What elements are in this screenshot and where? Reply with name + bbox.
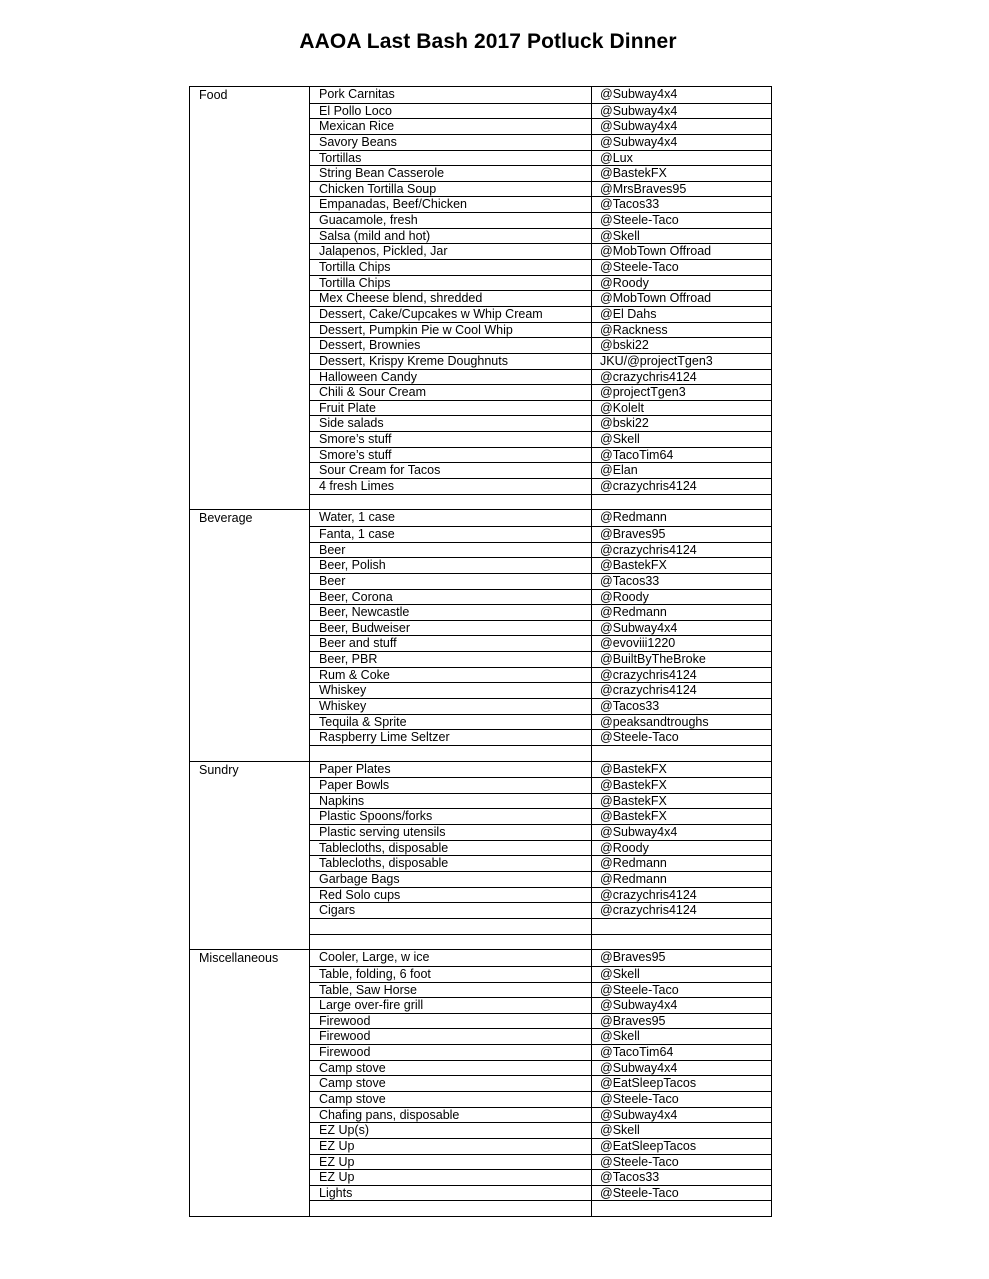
item-cell: EZ Up(s) (310, 1123, 592, 1138)
item-cell: Beer (310, 543, 592, 558)
table-row (310, 150, 771, 166)
table-row (310, 887, 771, 903)
table-row (310, 1185, 771, 1201)
contributor-cell: @crazychris4124 (600, 479, 697, 494)
table-row (310, 698, 771, 714)
table-row (310, 181, 771, 197)
item-cell: Plastic Spoons/forks (310, 809, 592, 824)
contributor-cell: @Redmann (600, 605, 667, 620)
item-cell: Plastic serving utensils (310, 825, 592, 840)
table-row (310, 729, 771, 745)
table-row (310, 275, 771, 291)
item-cell: Beer, PBR (310, 652, 592, 667)
table-row (310, 604, 771, 620)
contributor-cell: @BastekFX (600, 558, 667, 573)
contributor-cell: @Subway4x4 (600, 825, 678, 840)
table-row (310, 934, 771, 950)
section-miscellaneous (189, 949, 772, 1217)
table-row (310, 1200, 771, 1216)
contributor-cell: @EatSleepTacos (600, 1076, 697, 1091)
item-cell: Empanadas, Beef/Chicken (310, 197, 592, 212)
contributor-cell: @Subway4x4 (600, 1107, 678, 1122)
table-row (310, 1028, 771, 1044)
contributor-cell: @bski22 (600, 416, 649, 431)
contributor-cell: @Kolelt (600, 400, 644, 415)
contributor-cell: @BastekFX (600, 793, 667, 808)
contributor-cell: @BastekFX (600, 166, 667, 181)
contributor-cell: @MobTown Offroad (600, 291, 712, 306)
table-row (310, 337, 771, 353)
item-cell: Firewood (310, 1014, 592, 1029)
item-cell: EZ Up (310, 1170, 592, 1185)
item-cell: Beer, Corona (310, 590, 592, 605)
contributor-cell: @crazychris4124 (600, 667, 697, 682)
item-cell: Mexican Rice (310, 119, 592, 134)
section-rows (310, 510, 771, 760)
table-row (310, 997, 771, 1013)
section-rows (310, 950, 771, 1216)
contributor-cell: @crazychris4124 (600, 542, 697, 557)
table-row (310, 212, 771, 228)
table-row (310, 824, 771, 840)
item-cell: Cooler, Large, w ice (310, 950, 592, 966)
table-row (310, 745, 771, 761)
contributor-cell: @Roody (600, 275, 649, 290)
item-cell: Tablecloths, disposable (310, 841, 592, 856)
table-row (310, 1044, 771, 1060)
table-row (310, 228, 771, 244)
item-cell: Table, folding, 6 foot (310, 967, 592, 982)
item-cell: Chili & Sour Cream (310, 385, 592, 400)
item-cell: Camp stove (310, 1076, 592, 1091)
table-row (310, 510, 771, 526)
table-row (310, 415, 771, 431)
table-row (310, 714, 771, 730)
contributor-cell: @Tacos33 (600, 573, 660, 588)
item-cell: Fanta, 1 case (310, 527, 592, 542)
item-cell (310, 919, 592, 934)
table-row (310, 777, 771, 793)
contributor-cell: @Braves95 (600, 526, 666, 541)
table-row (310, 950, 771, 966)
item-cell: Beer, Newcastle (310, 605, 592, 620)
table-row (310, 165, 771, 181)
contributor-cell: @Steele-Taco (600, 982, 679, 997)
contributor-cell: @BastekFX (600, 809, 667, 824)
contributor-cell (592, 746, 771, 761)
item-cell: Tortilla Chips (310, 260, 592, 275)
table-row (310, 855, 771, 871)
table-row (310, 1138, 771, 1154)
table-row (310, 134, 771, 150)
item-cell: Tortillas (310, 151, 592, 166)
table-row (310, 353, 771, 369)
item-cell: Jalapenos, Pickled, Jar (310, 244, 592, 259)
item-cell: Tablecloths, disposable (310, 856, 592, 871)
item-cell: Tequila & Sprite (310, 715, 592, 730)
contributor-cell (592, 495, 771, 510)
table-row (310, 542, 771, 558)
table-row (310, 620, 771, 636)
contributor-cell: @Steele-Taco (600, 1092, 679, 1106)
item-cell (310, 935, 592, 950)
contributor-cell: @Steele-Taco (600, 260, 679, 275)
table-row (310, 290, 771, 306)
contributor-cell: @Tacos33 (600, 1170, 660, 1185)
item-cell: Mex Cheese blend, shredded (310, 291, 592, 306)
contributor-cell: @Steele-Taco (600, 730, 679, 745)
item-cell: Beer, Budweiser (310, 621, 592, 636)
table-row (310, 103, 771, 119)
table-row (310, 1075, 771, 1091)
table-row (310, 322, 771, 338)
contributor-cell: @Tacos33 (600, 698, 660, 713)
section-beverage (189, 509, 772, 760)
contributor-cell: @Elan (600, 463, 638, 478)
contributor-cell: @BastekFX (600, 761, 667, 776)
item-cell: Camp stove (310, 1092, 592, 1107)
item-cell: Whiskey (310, 683, 592, 698)
item-cell: Raspberry Lime Seltzer (310, 730, 592, 745)
table-row (310, 118, 771, 134)
contributor-cell: @projectTgen3 (600, 385, 686, 400)
contributor-cell: @TacoTim64 (600, 1045, 674, 1060)
item-cell: Chafing pans, disposable (310, 1108, 592, 1123)
contributor-cell: @Subway4x4 (600, 134, 678, 149)
item-cell: String Bean Casserole (310, 166, 592, 181)
table-row (310, 462, 771, 478)
item-cell: Dessert, Krispy Kreme Doughnuts (310, 354, 592, 369)
contributor-cell: @BuiltByTheBroke (600, 652, 706, 667)
contributor-cell: @Skell (600, 1029, 640, 1044)
item-cell: Pork Carnitas (310, 87, 592, 103)
contributor-cell: @crazychris4124 (600, 887, 697, 902)
contributor-cell: @Skell (600, 432, 640, 447)
contributor-cell: @Subway4x4 (600, 119, 678, 134)
contributor-cell: @Roody (600, 589, 649, 604)
table-row (310, 384, 771, 400)
contributor-cell: @Redmann (600, 856, 667, 871)
contributor-cell: @MrsBraves95 (600, 181, 687, 196)
table-row (310, 651, 771, 667)
table-row (310, 1122, 771, 1138)
table-row (310, 667, 771, 683)
item-cell: Camp stove (310, 1061, 592, 1076)
item-cell: Guacamole, fresh (310, 213, 592, 228)
table-row (310, 808, 771, 824)
item-cell: Lights (310, 1186, 592, 1201)
contributor-cell: @MobTown Offroad (600, 244, 712, 259)
contributor-cell: @Braves95 (600, 1013, 666, 1028)
item-cell: Firewood (310, 1029, 592, 1044)
contributor-cell (592, 935, 771, 950)
table-row (310, 762, 771, 778)
item-cell: Red Solo cups (310, 888, 592, 903)
item-cell: Large over-fire grill (310, 998, 592, 1013)
contributor-cell: @El Dahs (600, 306, 657, 321)
contributor-cell: @Redmann (600, 510, 667, 525)
item-cell (310, 1201, 592, 1216)
contributor-cell: @Redmann (600, 872, 667, 887)
table-row (310, 526, 771, 542)
contributor-cell: @Lux (600, 150, 633, 165)
table-row (310, 557, 771, 573)
item-cell: Dessert, Pumpkin Pie w Cool Whip (310, 323, 592, 338)
page-title: AAOA Last Bash 2017 Potluck Dinner (299, 30, 677, 53)
contributor-cell: @Steele-Taco (600, 213, 679, 228)
table-row (310, 431, 771, 447)
table-row (310, 494, 771, 510)
item-cell: Smore’s stuff (310, 432, 592, 447)
item-cell: Tortilla Chips (310, 276, 592, 291)
table-row (310, 1091, 771, 1107)
item-cell: Halloween Candy (310, 370, 592, 385)
table-row (310, 1169, 771, 1185)
item-cell: Dessert, Cake/Cupcakes w Whip Cream (310, 307, 592, 322)
contributor-cell: @Subway4x4 (600, 1060, 678, 1075)
item-cell: Garbage Bags (310, 872, 592, 887)
item-cell: Paper Bowls (310, 778, 592, 793)
table-row (310, 1107, 771, 1123)
table-row (310, 1060, 771, 1076)
contributor-cell: @TacoTim64 (600, 447, 674, 462)
table-row (310, 369, 771, 385)
item-cell: Sour Cream for Tacos (310, 463, 592, 478)
item-cell: Beer, Polish (310, 558, 592, 573)
section-rows (310, 87, 771, 509)
item-cell: Smore’s stuff (310, 448, 592, 463)
item-cell: 4 fresh Limes (310, 479, 592, 494)
item-cell: Paper Plates (310, 762, 592, 778)
contributor-cell: @Subway4x4 (600, 87, 678, 101)
table-row (310, 840, 771, 856)
section-food (189, 86, 772, 509)
table-row (310, 196, 771, 212)
contributor-cell: @Skell (600, 966, 640, 981)
item-cell: Side salads (310, 416, 592, 431)
item-cell: Beer (310, 574, 592, 589)
contributor-cell: @crazychris4124 (600, 683, 697, 698)
contributor-cell: @crazychris4124 (600, 369, 697, 384)
contributor-cell: JKU/@projectTgen3 (600, 353, 713, 368)
table-row (310, 871, 771, 887)
table-row (310, 243, 771, 259)
contributor-cell: @Skell (600, 1123, 640, 1138)
contributor-cell: @Tacos33 (600, 197, 660, 212)
table-row (310, 87, 771, 103)
item-cell: Whiskey (310, 699, 592, 714)
item-cell (310, 495, 592, 510)
table-row (310, 918, 771, 934)
contributor-cell: @Subway4x4 (600, 998, 678, 1013)
item-cell: EZ Up (310, 1139, 592, 1154)
item-cell: EZ Up (310, 1155, 592, 1170)
table-row (310, 635, 771, 651)
potluck-table (189, 86, 772, 1217)
table-row (310, 478, 771, 494)
item-cell: Savory Beans (310, 135, 592, 150)
category-label: Miscellaneous (190, 950, 310, 1216)
section-rows (310, 762, 771, 950)
contributor-cell: @Steele-Taco (600, 1185, 679, 1200)
contributor-cell: @bski22 (600, 338, 649, 353)
contributor-cell (592, 919, 771, 934)
category-label: Sundry (190, 762, 310, 950)
category-label: Food (190, 87, 310, 509)
table-row (310, 400, 771, 416)
item-cell: Beer and stuff (310, 636, 592, 651)
item-cell: Table, Saw Horse (310, 983, 592, 998)
table-row (310, 589, 771, 605)
contributor-cell (592, 1201, 771, 1216)
item-cell: Water, 1 case (310, 510, 592, 526)
contributor-cell: @Roody (600, 840, 649, 855)
item-cell: Firewood (310, 1045, 592, 1060)
contributor-cell: @evoviii1220 (600, 636, 676, 651)
table-row (310, 306, 771, 322)
contributor-cell: @Steele-Taco (600, 1154, 679, 1169)
item-cell: Dessert, Brownies (310, 338, 592, 353)
contributor-cell: @EatSleepTacos (600, 1138, 697, 1153)
table-row (310, 902, 771, 918)
contributor-cell: @BastekFX (600, 778, 667, 793)
table-row (310, 447, 771, 463)
table-row (310, 259, 771, 275)
item-cell: Napkins (310, 794, 592, 809)
item-cell (310, 746, 592, 761)
category-label: Beverage (190, 510, 310, 760)
section-sundry (189, 761, 772, 950)
item-cell: Rum & Coke (310, 668, 592, 683)
item-cell: Chicken Tortilla Soup (310, 182, 592, 197)
item-cell: Cigars (310, 903, 592, 918)
item-cell: Salsa (mild and hot) (310, 229, 592, 244)
contributor-cell: @Rackness (600, 322, 668, 337)
table-row (310, 982, 771, 998)
table-row (310, 573, 771, 589)
contributor-cell: @Subway4x4 (600, 103, 678, 118)
contributor-cell: @Subway4x4 (600, 620, 678, 635)
contributor-cell: @Skell (600, 228, 640, 243)
contributor-cell: @crazychris4124 (600, 903, 697, 918)
item-cell: Fruit Plate (310, 401, 592, 416)
contributor-cell: @Braves95 (600, 950, 666, 965)
table-row (310, 793, 771, 809)
table-row (310, 682, 771, 698)
table-row (310, 1013, 771, 1029)
item-cell: El Pollo Loco (310, 104, 592, 119)
table-row (310, 1154, 771, 1170)
table-row (310, 966, 771, 982)
contributor-cell: @peaksandtroughs (600, 714, 709, 729)
